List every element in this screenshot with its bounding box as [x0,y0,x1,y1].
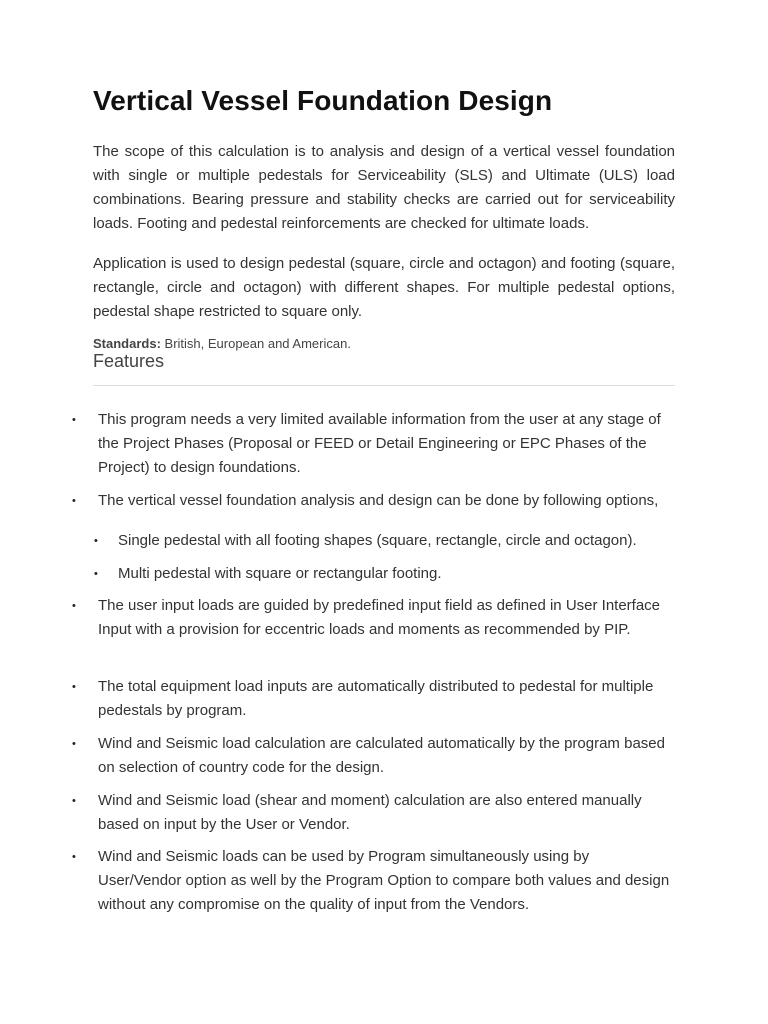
section-divider [93,385,675,386]
feature-list-item [72,489,673,513]
features-heading: Features [93,351,165,371]
standards-label: Standards: [93,336,161,351]
standards-value: British, European and American. [160,336,351,351]
bullet-icon: • [72,795,76,807]
feature-text: Single pedestal with all footing shapes (square, rectangle, circle and octagon). [118,532,637,549]
feature-text: Multi pedestal with square or rectangular footing. [118,565,442,582]
feature-list-item [72,732,673,780]
bullet-icon: • [72,681,76,693]
feature-text: This program needs a very limited available information from the user at any stage of the Project Phases (Proposal or FEED or Detail Engineering or EPC Phases of the Project) to design foundations. [98,411,661,476]
feature-list-item [72,845,673,917]
standards-line [93,336,351,351]
bullet-icon: • [94,535,98,547]
feature-list-item [72,594,673,642]
feature-text: The vertical vessel foundation analysis and design can be done by following options, [98,492,659,509]
bullet-icon: • [72,851,76,863]
feature-list-item [72,408,673,480]
application-paragraph: Application is used to design pedestal (square, circle and octagon) and footing (square, rectangle, circle and octagon) with different shapes. For multiple pedestal options, pedestal shape restricted to square only. [93,255,675,320]
feature-list-item [72,789,673,837]
bullet-icon: • [72,414,76,426]
scope-paragraph: The scope of this calculation is to analysis and design of a vertical vessel foundation with single or multiple pedestals for Serviceability (SLS) and Ultimate (ULS) load combinations. Bearing pressure and stability checks are carried out for serviceability loads. Footing and pedestal reinforcements are checked for ultimate loads. [93,143,675,232]
feature-sub-item [94,562,673,586]
feature-sub-item [94,529,673,553]
feature-text: The user input loads are guided by predefined input field as defined in User Interface Input with a provision for eccentric loads and moments as recommended by PIP. [98,597,661,638]
feature-text: The total equipment load inputs are automatically distributed to pedestal for multiple pedestals by program. [98,678,654,719]
bullet-icon: • [72,738,76,750]
page-title: Vertical Vessel Foundation Design [93,85,553,116]
feature-text: Wind and Seismic load calculation are calculated automatically by the program based on selection of country code for the design. [98,735,665,776]
bullet-icon: • [72,600,76,612]
feature-text: Wind and Seismic load (shear and moment) calculation are also entered manually based on input by the User or Vendor. [98,792,642,833]
bullet-icon: • [72,495,76,507]
bullet-icon: • [94,568,98,580]
feature-text: Wind and Seismic loads can be used by Program simultaneously using by User/Vendor option as well by the Program Option to compare both values and design without any compromise on the quality of input from the Vendors. [98,848,670,913]
feature-list-item [72,675,673,723]
